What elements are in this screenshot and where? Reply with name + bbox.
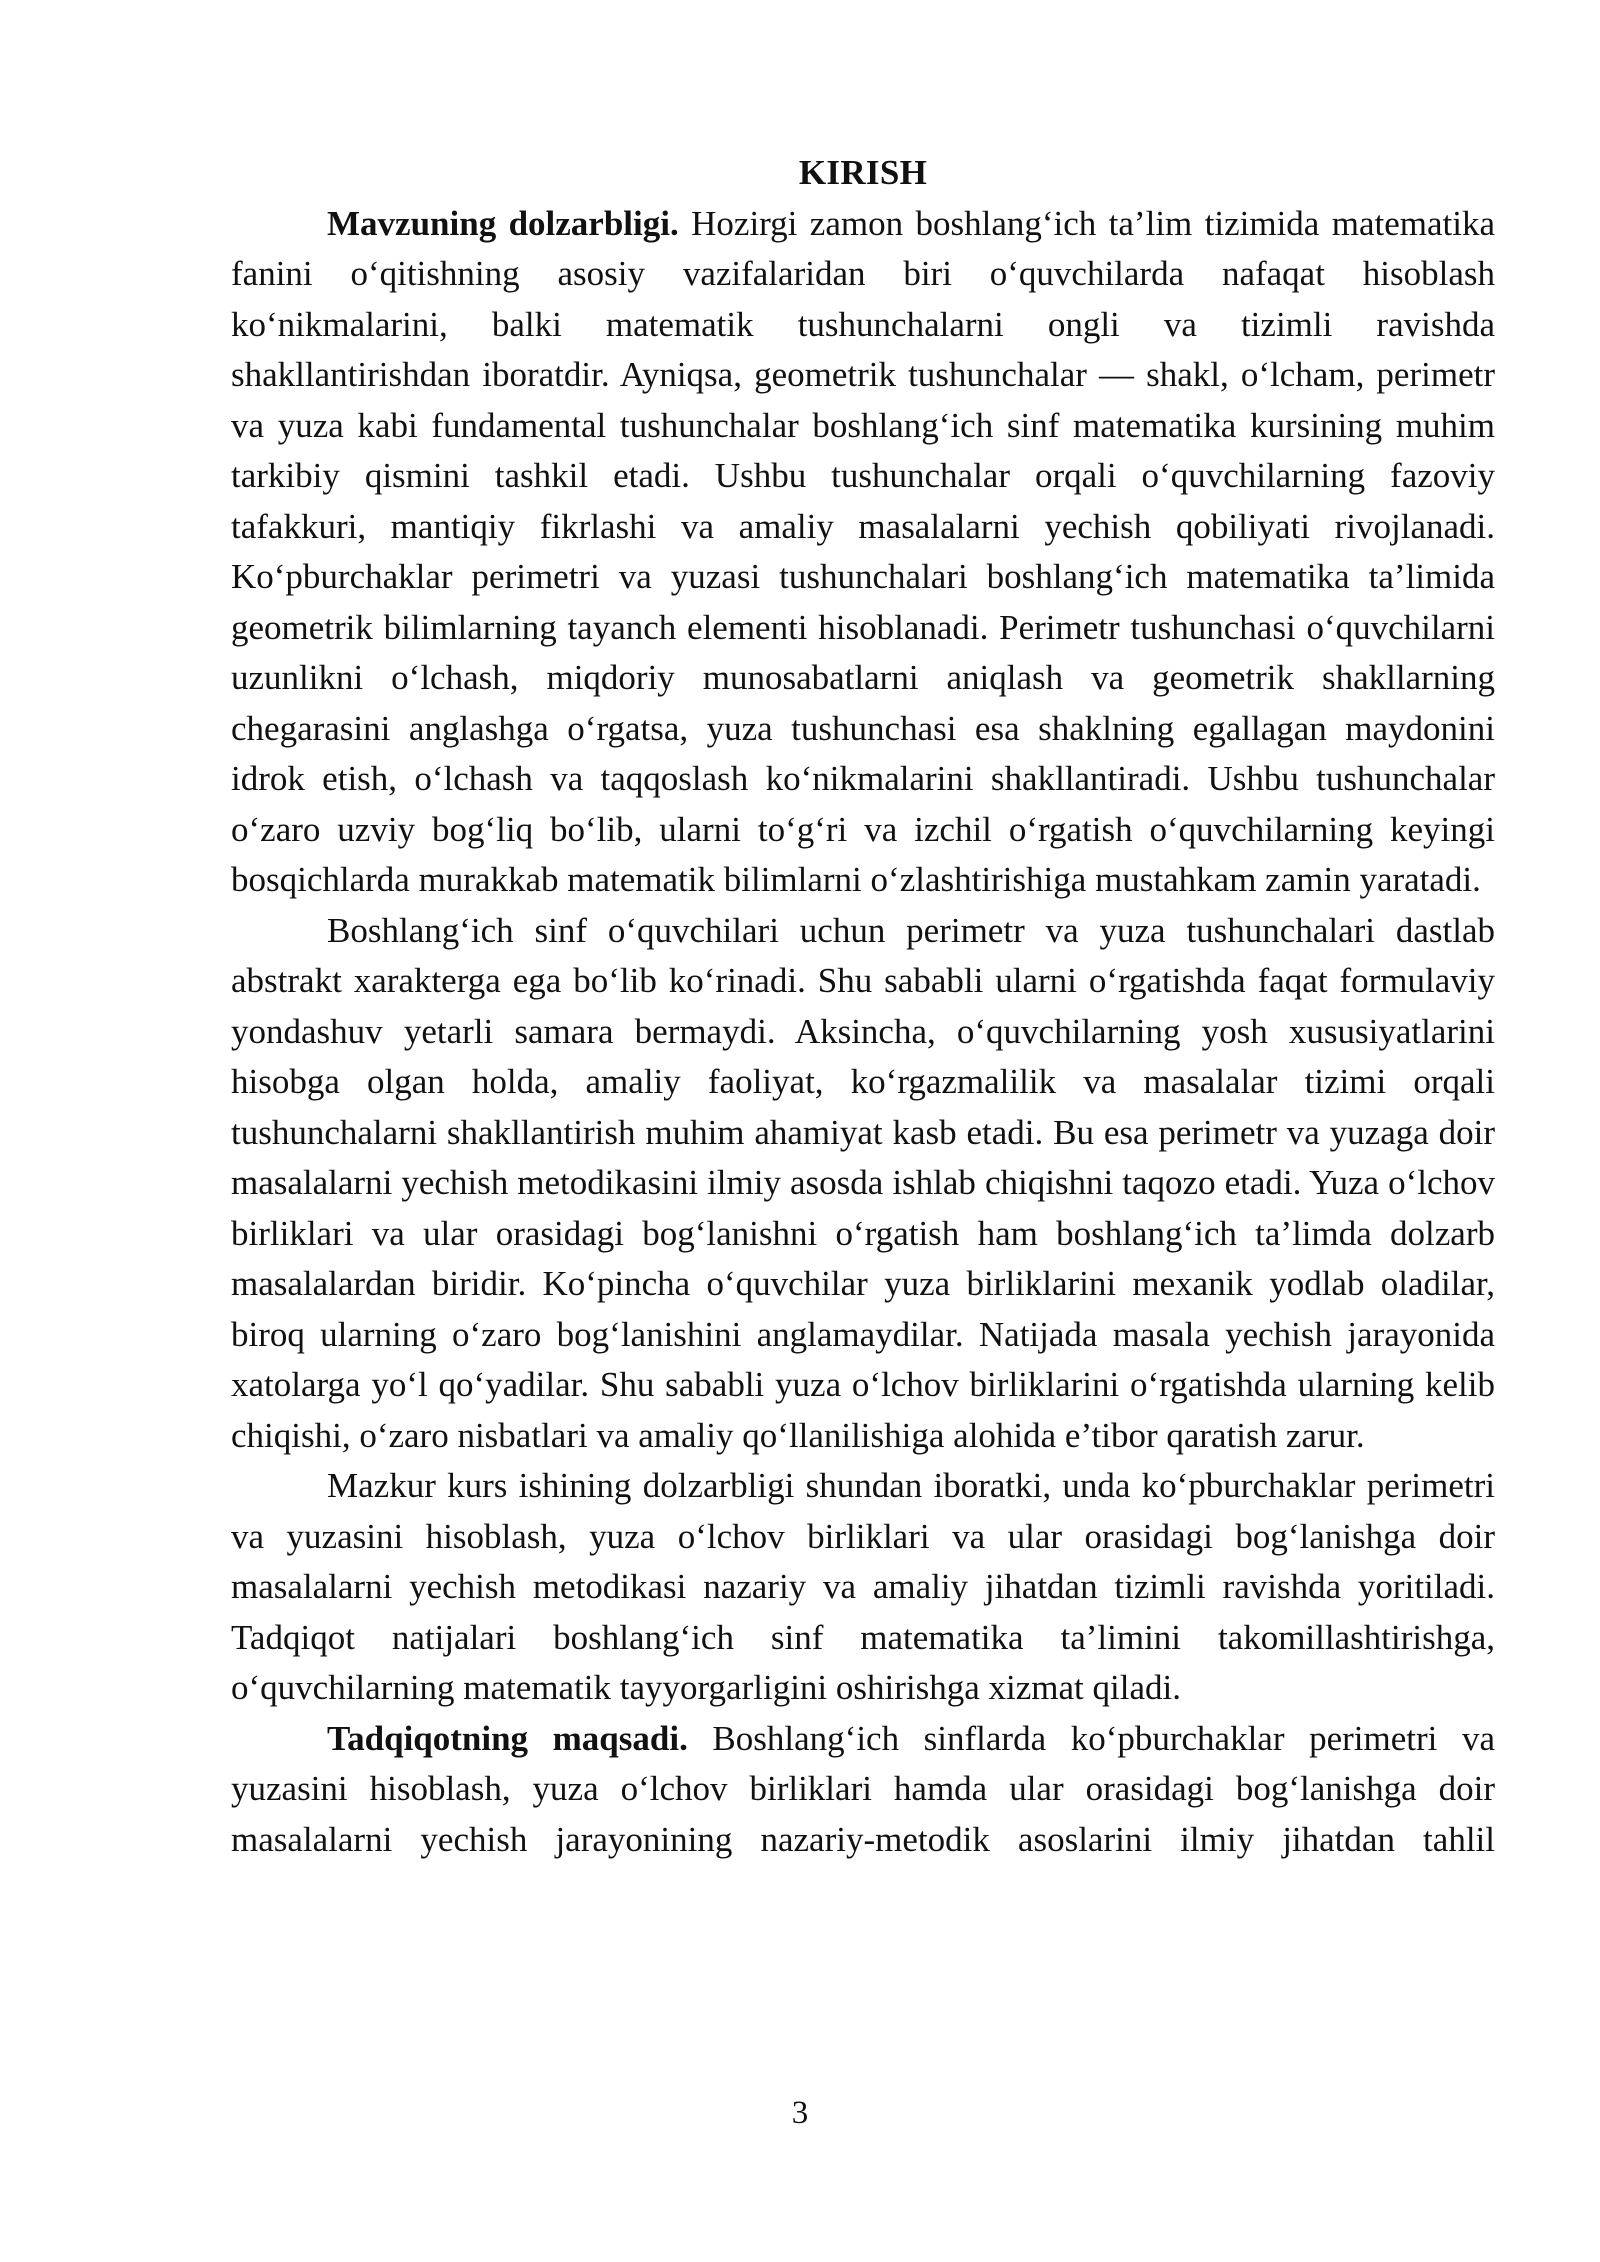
paragraph-text-research-goal: Boshlang‘ich sinflarda ko‘pburchaklar perimetri va yuzasini hisoblash, yuza o‘lchov birliklari hamda ular orasidagi bog‘lanishga doir masalalarni yechish jarayonining nazariy-metodik asoslarini ilmiy jihatdan tahlil xyxy=(231,1718,1495,1859)
page-title: KIRISH xyxy=(798,153,928,192)
document-body xyxy=(231,148,1495,1865)
paragraph-research-goal xyxy=(231,1714,1495,1866)
paragraph-course-relevance xyxy=(231,1461,1495,1714)
paragraph-lead-research-goal: Tadqiqotning maqsadi. xyxy=(327,1718,688,1758)
paragraph-text-abstract-concepts: Boshlang‘ich sinf o‘quvchilari uchun perimetr va yuza tushunchalari dastlab abstrakt xarakterga ega bo‘lib ko‘rinadi. Shu sababli ularni o‘rgatishda faqat formulaviy yondashuv yetarli samara bermaydi. Aksincha, o‘quvchilarning yosh xususiyatlarini hisobga olgan holda, amaliy faoliyat, ko‘rgazmalilik va masalalar tizimi orqali tushunchalarni shakllantirish muhim ahamiyat kasb etadi. Bu esa perimetr va yuzaga doir masalalarni yechish metodikasini ilmiy asosda ishlab chiqishni taqozo etadi. Yuza o‘lchov birliklari va ular orasidagi bog‘lanishni o‘rgatish ham boshlang‘ich ta’limda dolzarb masalalardan biridir. Ko‘pincha o‘quvchilar yuza birliklarini mexanik yodlab oladilar, biroq ularning o‘zaro bog‘lanishini anglamaydilar. Natijada masala yechish jarayonida xatolarga yo‘l qo‘yadilar. Shu sababli yuza o‘lchov birliklarini o‘rgatishda ularning kelib chiqishi, o‘zaro nisbatlari va amaliy qo‘llanilishiga alohida e’tibor qaratish zarur. xyxy=(231,910,1495,1455)
paragraph-text-course-relevance: Mazkur kurs ishining dolzarbligi shundan iboratki, unda ko‘pburchaklar perimetri va yuzasini hisoblash, yuza o‘lchov birliklari va ular orasidagi bog‘lanishga doir masalalarni yechish metodikasi nazariy va amaliy jihatdan tizimli ravishda yoritiladi. Tadqiqot natijalari boshlang‘ich sinf matematika ta’limini takomillashtirishga, o‘quvchilarning matematik tayyorgarligini oshirishga xizmat qiladi. xyxy=(231,1466,1495,1707)
page-number: 3 xyxy=(791,2095,809,2131)
paragraph-lead-relevance: Mavzuning dolzarbligi. xyxy=(327,203,679,243)
paragraph-text-relevance: Hozirgi zamon boshlang‘ich ta’lim tizimida matematika fanini o‘qitishning asosiy vazifalaridan biri o‘quvchilarda nafaqat hisoblash ko‘nikmalarini, balki matematik tushunchalarni ongli va tizimli ravishda shakllantirishdan iboratdir. Ayniqsa, geometrik tushunchalar — shakl, o‘lcham, perimetr va yuza kabi fundamental tushunchalar boshlang‘ich sinf matematika kursining muhim tarkibiy qismini tashkil etadi. Ushbu tushunchalar orqali o‘quvchilarning fazoviy tafakkuri, mantiqiy fikrlashi va amaliy masalalarni yechish qobiliyati rivojlanadi. Ko‘pburchaklar perimetri va yuzasi tushunchalari boshlang‘ich matematika ta’limida geometrik bilimlarning tayanch elementi hisoblanadi. Perimetr tushunchasi o‘quvchilarni uzunlikni o‘lchash, miqdoriy munosabatlarni aniqlash va geometrik shakllarning chegarasini anglashga o‘rgatsa, yuza tushunchasi esa shaklning egallagan maydonini idrok etish, o‘lchash va taqqoslash ko‘nikmalarini shakllantiradi. Ushbu tushunchalar o‘zaro uzviy bog‘liq bo‘lib, ularni to‘g‘ri va izchil o‘rgatish o‘quvchilarning keyingi bosqichlarda murakkab matematik bilimlarni o‘zlashtirishiga mustahkam zamin yaratadi. xyxy=(231,203,1495,899)
paragraph-relevance xyxy=(231,199,1495,906)
paragraph-abstract-concepts xyxy=(231,906,1495,1462)
